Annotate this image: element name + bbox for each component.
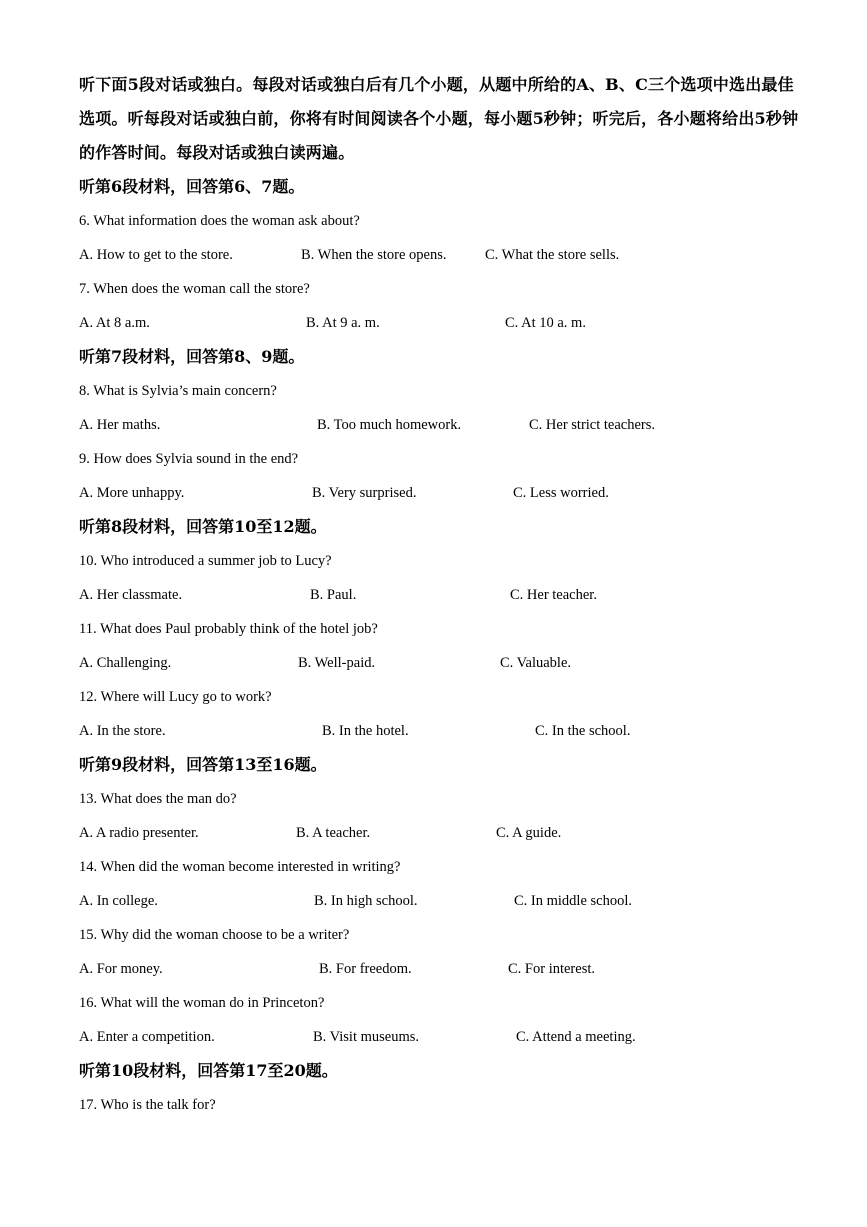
option-c: C. Her teacher. [510, 587, 597, 603]
section-heading: 听第9段材料，回答第13至16题。 [79, 755, 327, 774]
option-a: A. In the store. [79, 723, 166, 739]
option-a: A. At 8 a.m. [79, 315, 150, 331]
option-b: B. When the store opens. [301, 247, 447, 263]
option-c: C. Attend a meeting. [516, 1029, 636, 1045]
question-text: 12. Where will Lucy go to work? [79, 689, 272, 705]
option-a: A. How to get to the store. [79, 247, 233, 263]
options-row [79, 952, 799, 986]
option-c: C. In middle school. [514, 893, 633, 909]
option-c: C. A guide. [496, 825, 562, 841]
option-a: A. A radio presenter. [79, 825, 199, 841]
option-b: B. Very surprised. [312, 485, 417, 501]
option-b: B. At 9 a. m. [306, 315, 380, 331]
option-a: A. Enter a competition. [79, 1029, 215, 1045]
option-c: C. In the school. [535, 723, 631, 739]
option-b: B. Well-paid. [298, 655, 376, 671]
options-row [79, 884, 799, 918]
question-text: 14. When did the woman become interested in writing? [79, 859, 401, 875]
option-b: B. A teacher. [296, 825, 371, 841]
options-row [79, 578, 799, 612]
question-text: 15. Why did the woman choose to be a writer? [79, 927, 350, 943]
question-text: 13. What does the man do? [79, 791, 237, 807]
section-heading: 听第7段材料，回答第8、9题。 [79, 347, 305, 366]
option-c: C. Her strict teachers. [529, 417, 656, 433]
option-c: C. What the store sells. [485, 247, 620, 263]
question-text: 10. Who introduced a summer job to Lucy? [79, 553, 332, 569]
option-a: A. Challenging. [79, 655, 172, 671]
options-row [79, 306, 799, 340]
question-text: 11. What does Paul probably think of the hotel job? [79, 621, 378, 637]
option-b: B. Visit museums. [313, 1029, 420, 1045]
instructions-paragraph: 听下面5段对话或独白。每段对话或独白后有几个小题，从题中所给的A、B、C三个选项中选出最佳选项。听每段对话或独白前，你将有时间阅读各个小题，每小题5秒钟；听完后，各小题将给出5秒钟的作答时间。每段对话或独白读两遍。 [79, 75, 799, 162]
options-row [79, 476, 799, 510]
option-c: C. At 10 a. m. [505, 315, 586, 331]
option-b: B. In high school. [314, 893, 418, 909]
question-text: 8. What is Sylvia’s main concern? [79, 383, 277, 399]
option-b: B. In the hotel. [322, 723, 409, 739]
question-text: 9. How does Sylvia sound in the end? [79, 451, 299, 467]
options-row [79, 714, 799, 748]
section-heading: 听第8段材料，回答第10至12题。 [79, 517, 327, 536]
options-row [79, 408, 799, 442]
section-heading: 听第10段材料，回答第17至20题。 [79, 1061, 338, 1080]
options-row [79, 238, 799, 272]
option-a: A. More unhappy. [79, 485, 185, 501]
options-row [79, 1020, 799, 1054]
option-c: C. Less worried. [513, 485, 609, 501]
option-b: B. Paul. [310, 587, 357, 603]
option-b: B. Too much homework. [317, 417, 462, 433]
question-text: 7. When does the woman call the store? [79, 281, 310, 297]
question-text: 6. What information does the woman ask about? [79, 213, 360, 229]
option-a: A. Her maths. [79, 417, 161, 433]
options-row [79, 816, 799, 850]
option-b: B. For freedom. [319, 961, 412, 977]
option-a: A. In college. [79, 893, 158, 909]
question-text: 16. What will the woman do in Princeton? [79, 995, 325, 1011]
section-heading: 听第6段材料，回答第6、7题。 [79, 177, 305, 196]
option-c: C. For interest. [508, 961, 595, 977]
exam-page [79, 68, 799, 1122]
options-row [79, 646, 799, 680]
option-a: A. Her classmate. [79, 587, 183, 603]
question-text: 17. Who is the talk for? [79, 1097, 216, 1113]
option-a: A. For money. [79, 961, 163, 977]
question-sections [79, 170, 799, 1122]
option-c: C. Valuable. [500, 655, 572, 671]
